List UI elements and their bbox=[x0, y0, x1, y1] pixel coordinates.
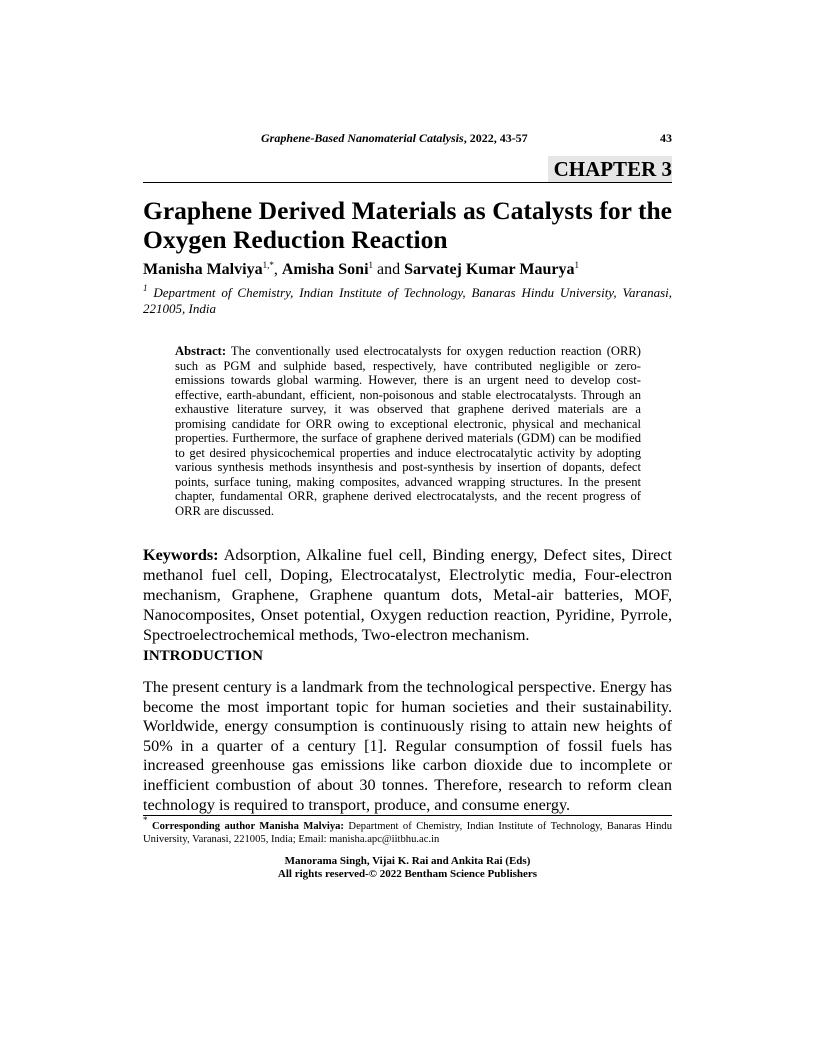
publisher-footer bbox=[143, 855, 672, 880]
editors: Manorama Singh, Vijai K. Rai and Ankita Rai (Eds) bbox=[284, 855, 531, 867]
chapter-label: CHAPTER 3 bbox=[548, 156, 672, 182]
keywords: Keywords: Adsorption, Alkaline fuel cell, Binding energy, Defect sites, Direct methanol fuel cell, Doping, Electrocatalyst, Electrolytic media, Four-electron mechanism, Graphene, Graphene quantum dots, Metal-air batteries, MOF, Nanocomposites, Onset potential, Oxygen reduction reaction, Pyridine, Pyrrole, Spectroelectrochemical methods, Two-electron mechanism. bbox=[143, 546, 672, 644]
affiliation: $^1$ Department of Chemistry, Indian Institute of Technology, Banaras Hindu University, Varanasi, 221005, India bbox=[143, 283, 672, 316]
author-name: Sarvatej Kumar Maurya bbox=[404, 261, 575, 278]
footnote: * Corresponding author Manisha Malviya: Department of Chemistry, Indian Institute of Technology, Banaras Hindu University, Varanasi, 221005, India; Email: manisha.apc@iitbhu.ac.in bbox=[143, 815, 672, 845]
abstract-label: Abstract: bbox=[175, 344, 227, 358]
abstract: Abstract: The conventionally used electrocatalysts for oxygen reduction reaction (ORR) such as PGM and sulphide based, respectively, have contributed negligible or zero-emissions towards global warming. However, there is an urgent need to develop cost-effective, earth-abundant, efficient, non-poisonous and stable electrocatalysts. Through an exhaustive literature survey, it was observed that graphene derived materials are a promising candidate for ORR owing to exceptional electronic, physical and mechanical properties. Furthermore, the surface of graphene derived materials (GDM) can be modified to get desired physicochemical properties and induce electrocatalytic activity by adopting various synthesis methods insynthesis and post-synthesis by insertion of dopants, defect points, surface tuning, making composites, advanced wrapping structures. In the present chapter, fundamental ORR, graphene derived electrocatalysts, and the recent progress of ORR are discussed. bbox=[175, 344, 641, 518]
header-rule bbox=[143, 182, 672, 183]
footnote-rule bbox=[143, 815, 672, 816]
chapter-title: Graphene Derived Materials as Catalysts for the Oxygen Reduction Reaction bbox=[143, 196, 672, 254]
keywords-label: Keywords: bbox=[143, 546, 219, 564]
author-name: Manisha Malviya bbox=[143, 261, 263, 278]
copyright: All rights reserved-© 2022 Bentham Science Publishers bbox=[277, 867, 538, 880]
page-number: 43 bbox=[660, 131, 672, 145]
journal-year-pages: , 2022, 43-57 bbox=[463, 131, 528, 145]
author-list: Manisha Malviya$^{1,*}$, Amisha Soni$^1$ and Sarvatej Kumar Maurya$^1$ bbox=[143, 260, 579, 278]
journal-title: Graphene-Based Nanomaterial Catalysis bbox=[261, 131, 464, 145]
author-name: Amisha Soni bbox=[281, 261, 369, 278]
section-heading-introduction: INTRODUCTION bbox=[143, 648, 264, 664]
introduction-paragraph: The present century is a landmark from the technological perspective. Energy has become the most important topic for human societies and their sustainability. Worldwide, energy consumption is continuously rising to attain new heights of 50% in a quarter of a century [1]. Regular consumption of fossil fuels has increased greenhouse gas emissions like carbon dioxide due to incomplete or inefficient combustion of about 30 tonnes. Therefore, research to reform clean technology is required to transport, produce, and consume energy. bbox=[143, 678, 672, 814]
